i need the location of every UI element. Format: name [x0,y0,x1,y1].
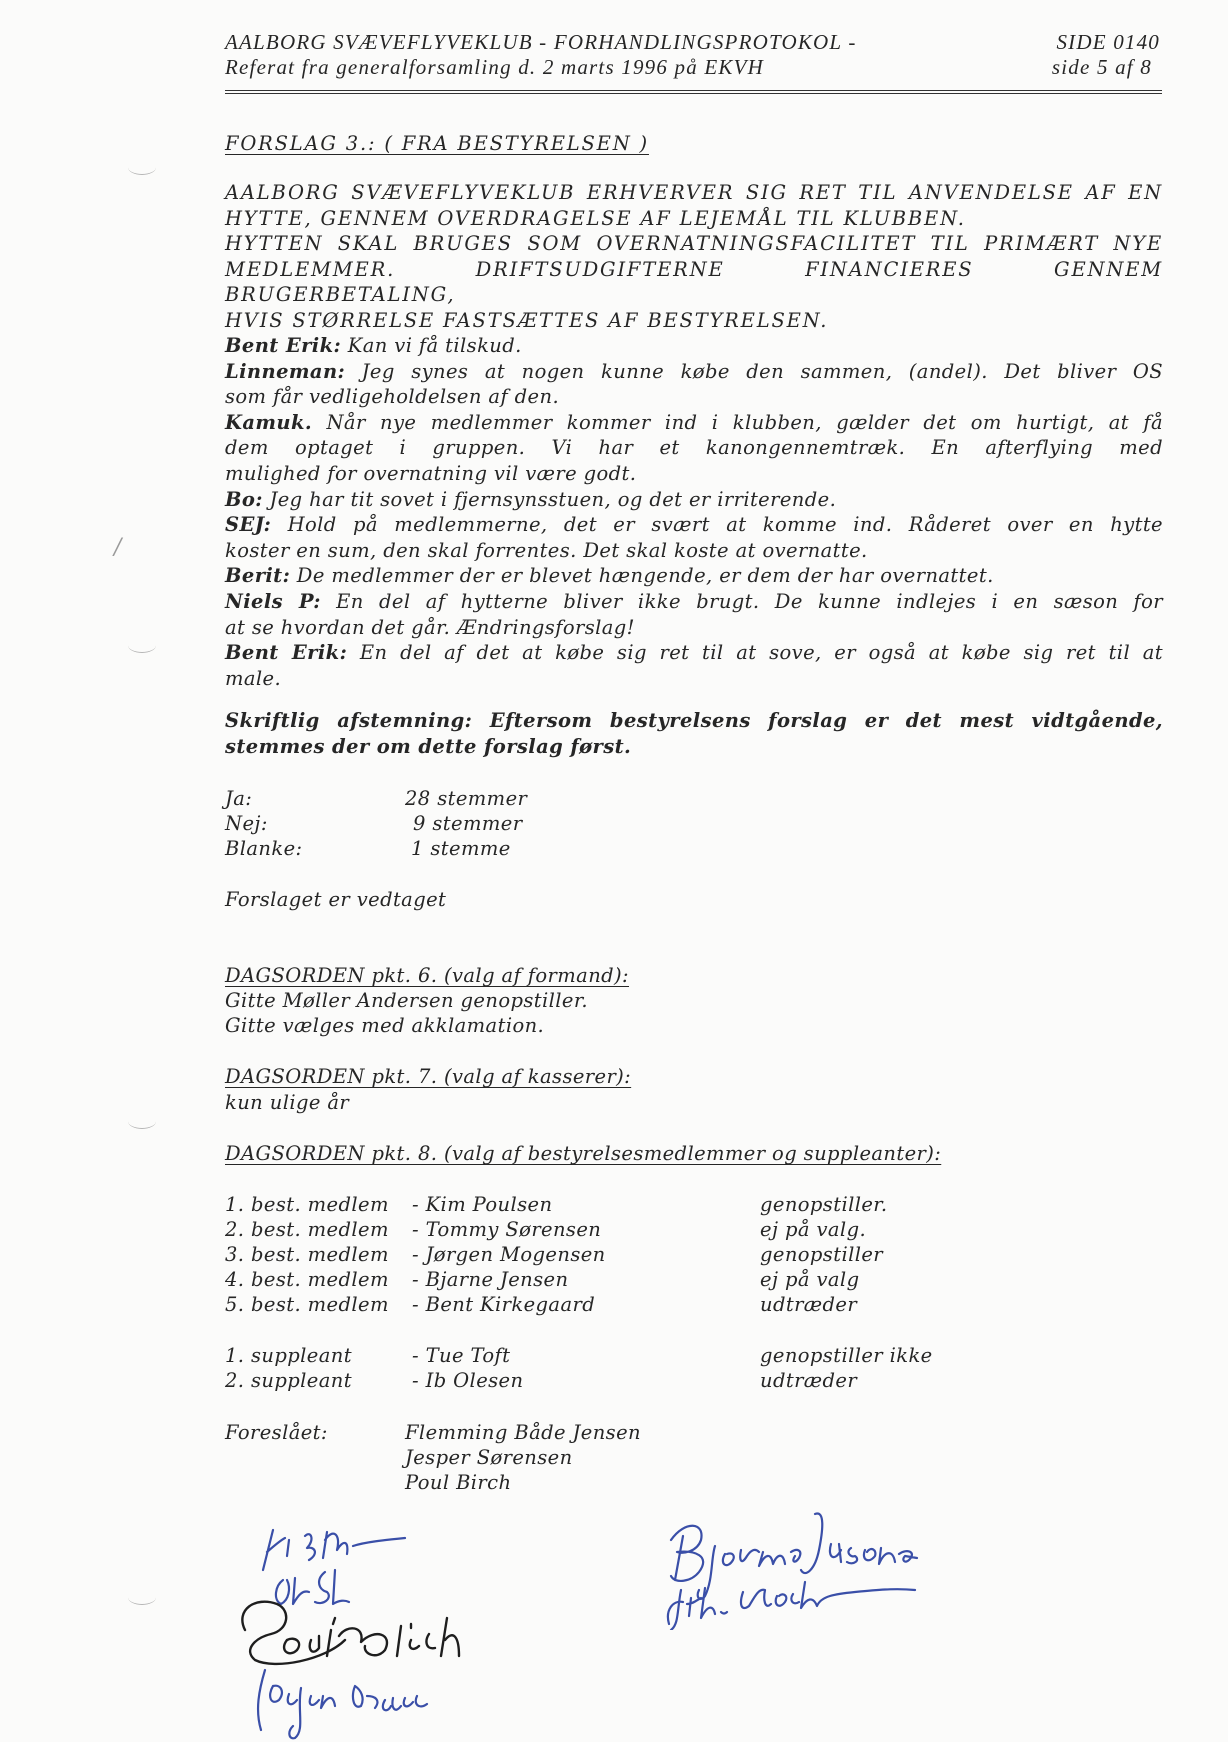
speaker-name: SEJ: [225,513,272,537]
agenda-7-line: kun ulige år [225,1091,350,1114]
vote-count: 28 stemmer [405,787,528,810]
proposal-line: HYTTEN SKAL BRUGES SOM OVERNATNINGSFACILITET TIL PRIMÆRT NYE [225,232,1163,256]
discussion [225,333,1163,691]
board-name: - Bent Kirkegaard [412,1293,596,1316]
agenda-8-heading: DAGSORDEN pkt. 8. (valg af bestyrelsesmedlemmer og suppleanter): [225,1142,942,1165]
discussion-entry [225,512,1163,538]
substitute-name: - Tue Toft [412,1344,511,1367]
vote-count: 1 stemme [411,837,511,860]
remark: De medlemmer der er blevet hængende, er dem der har overnattet. [296,564,994,588]
remark: Jeg synes at nogen kunne købe den sammen, (andel). Det bliver OS [361,359,1164,383]
remark: En del af det at købe sig ret til at sove, er også at købe sig ret til at [359,641,1163,665]
substitute-role: 1. suppleant [225,1344,352,1367]
margin-mark: / [114,535,122,560]
discussion-entry [225,410,1163,436]
vote-intro-line: Skriftlig afstemning: Eftersom bestyrelsens forslag er det mest vidtgående, [225,709,1163,732]
board-role: 4. best. medlem [225,1268,389,1291]
proposed-name: Jesper Sørensen [405,1446,573,1469]
proposal-text [225,180,1163,334]
discussion-entry [225,333,1163,359]
board-name: - Bjarne Jensen [412,1268,569,1291]
speaker-name: Bent Erik: [225,641,348,665]
speaker-name: Kamuk. [225,410,313,434]
board-role: 2. best. medlem [225,1218,389,1241]
vote-conclusion: Forslaget er vedtaget [225,888,447,911]
speaker-name: Berit: [225,564,291,588]
agenda-7-heading: DAGSORDEN pkt. 7. (valg af kasserer): [225,1065,632,1088]
header-rule [225,90,1162,91]
substitute-status: udtræder [760,1369,858,1392]
board-role: 5. best. medlem [225,1293,389,1316]
remark: mulighed for overnatning vil være godt. [225,461,637,485]
signatures-right [655,1500,945,1630]
board-status: genopstiller. [760,1193,888,1216]
vote-label: Ja: [225,787,253,810]
substitute-role: 2. suppleant [225,1369,352,1392]
protocol-title: AALBORG SVÆVEFLYVEKLUB - FORHANDLINGSPROTOKOL - [225,30,857,54]
proposed-label: Foreslået: [225,1421,328,1444]
speaker-name: Bent Erik: [225,334,342,357]
board-status: ej på valg. [760,1218,867,1241]
page-code: SIDE 0140 [1056,30,1160,54]
remark: Når nye medlemmer kommer ind i klubben, gælder det om hurtigt, at få [326,410,1163,434]
substitute-name: - Ib Olesen [412,1369,524,1392]
punch-hole-mark [128,638,156,653]
board-status: genopstiller [760,1243,884,1266]
vote-label: Nej: [225,812,268,835]
remark: Kan vi få tilskud. [347,334,522,357]
signatures-left [215,1500,545,1740]
proposal-heading: FORSLAG 3.: ( FRA BESTYRELSEN ) [225,132,649,155]
page-of: side 5 af 8 [1051,55,1152,79]
punch-hole-mark [128,1114,156,1129]
board-name: - Kim Poulsen [412,1193,553,1216]
vote-count: 9 stemmer [413,812,523,835]
discussion-entry [225,589,1163,615]
board-name: - Jørgen Mogensen [412,1243,606,1266]
speaker-name: Bo: [225,487,263,511]
punch-hole-mark [128,160,156,175]
remark: dem optaget i gruppen. Vi har et kanongennemtræk. En afterflying med [225,436,1163,460]
remark: koster en sum, den skal forrentes. Det skal koste at overnatte. [225,538,868,562]
discussion-entry [225,563,1163,589]
board-role: 3. best. medlem [225,1243,389,1266]
remark: som får vedligeholdelsen af den. [225,385,560,409]
punch-hole-mark [128,1590,156,1605]
board-role: 1. best. medlem [225,1193,389,1216]
proposal-line: HYTTE, GENNEM OVERDRAGELSE AF LEJEMÅL TIL KLUBBEN. [225,206,966,230]
remark: Hold på medlemmerne, det er svært at komme ind. Råderet over en hytte [287,513,1163,537]
agenda-6-heading: DAGSORDEN pkt. 6. (valg af formand): [225,964,630,987]
board-name: - Tommy Sørensen [412,1218,602,1241]
speaker-name: Linneman: [225,359,346,383]
speaker-name: Niels P: [225,589,321,613]
proposal-line: MEDLEMMER. DRIFTSUDGIFTERNE FINANCIERES GENNEM BRUGERBETALING, [225,257,1163,307]
header-rule [225,93,1162,94]
vote-intro [225,708,1163,759]
discussion-entry [225,487,1163,513]
proposal-line: HVIS STØRRELSE FASTSÆTTES AF BESTYRELSEN. [225,308,829,332]
vote-label: Blanke: [225,837,303,860]
remark: male. [225,666,282,690]
board-status: udtræder [760,1293,858,1316]
agenda-6-line: Gitte vælges med akklamation. [225,1014,545,1037]
proposal-line: AALBORG SVÆVEFLYVEKLUB ERHVERVER SIG RET TIL ANVENDELSE AF EN [225,181,1163,204]
vote-intro-line: stemmes der om dette forslag først. [225,734,632,758]
remark: Jeg har tit sovet i fjernsynsstuen, og det er irriterende. [269,487,837,511]
agenda-6-line: Gitte Møller Andersen genopstiller. [225,989,589,1012]
remark: En del af hytterne bliver ikke brugt. De kunne indlejes i en sæson for [336,589,1164,613]
meeting-subtitle: Referat fra generalforsamling d. 2 marts 1996 på EKVH [225,55,765,79]
proposed-name: Poul Birch [405,1471,512,1494]
discussion-entry [225,640,1163,666]
substitute-status: genopstiller ikke [760,1344,933,1367]
proposed-name: Flemming Både Jensen [405,1421,641,1444]
remark: at se hvordan det går. Ændringsforslag! [225,615,635,639]
board-status: ej på valg [760,1268,860,1291]
discussion-entry [225,359,1163,385]
